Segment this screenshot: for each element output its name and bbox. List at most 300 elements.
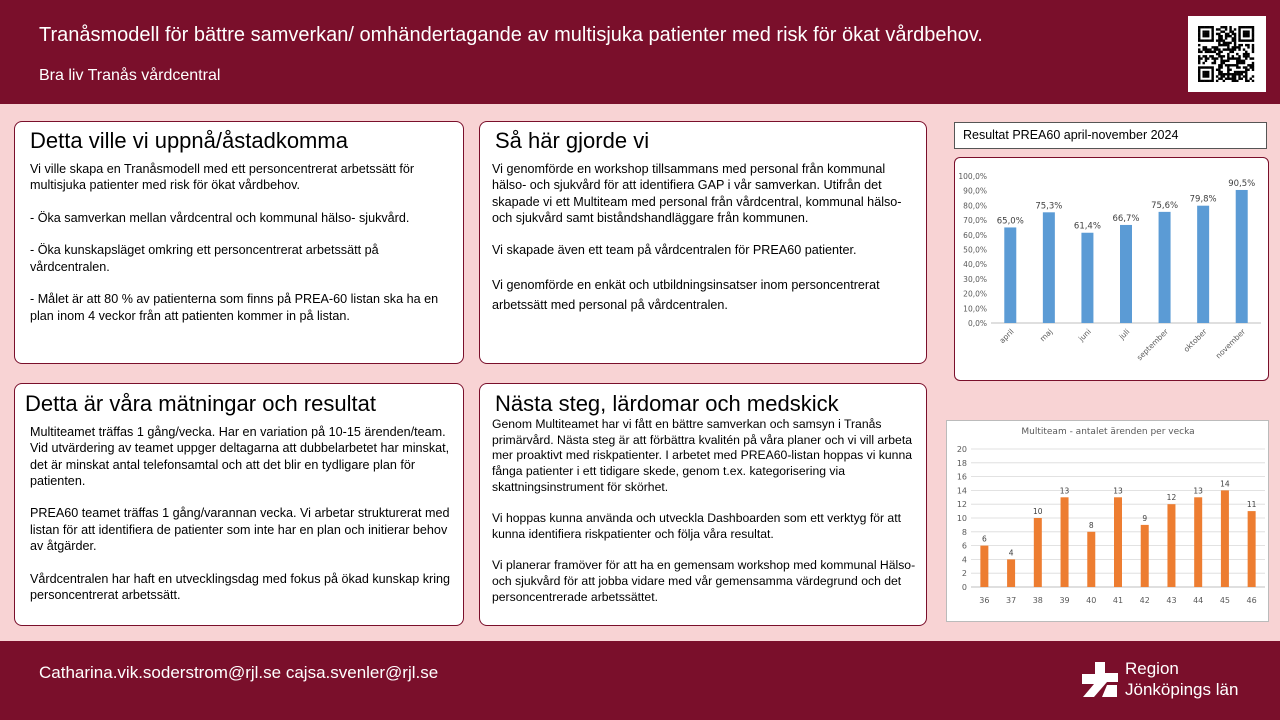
qr-module xyxy=(1200,80,1202,82)
qr-module xyxy=(1238,57,1240,59)
y-tick-label: 80,0% xyxy=(963,201,987,211)
qr-module xyxy=(1229,57,1231,59)
qr-module xyxy=(1211,37,1213,39)
qr-module xyxy=(1198,75,1200,77)
qr-module xyxy=(1207,48,1209,50)
qr-module xyxy=(1198,73,1200,75)
qr-module xyxy=(1205,51,1207,53)
qr-module xyxy=(1209,39,1211,41)
qr-module xyxy=(1252,80,1254,82)
qr-module xyxy=(1223,73,1225,75)
y-tick-label: 18 xyxy=(956,458,967,468)
qr-module xyxy=(1252,35,1254,37)
qr-module xyxy=(1243,39,1245,41)
qr-module xyxy=(1245,66,1247,68)
x-tick-label: 46 xyxy=(1246,596,1257,605)
qr-module xyxy=(1198,28,1200,30)
qr-module xyxy=(1200,39,1202,41)
qr-module xyxy=(1245,51,1247,53)
qr-module xyxy=(1245,69,1247,71)
qr-module xyxy=(1218,69,1220,71)
qr-module xyxy=(1223,80,1225,82)
data-label: 13 xyxy=(1059,486,1070,496)
qr-module xyxy=(1227,33,1229,35)
qr-module xyxy=(1234,35,1236,37)
qr-module xyxy=(1243,55,1245,57)
qr-module xyxy=(1232,37,1234,39)
y-tick-label: 50,0% xyxy=(963,245,987,255)
qr-module xyxy=(1232,78,1234,80)
qr-module xyxy=(1220,57,1222,59)
qr-module xyxy=(1220,75,1222,77)
bar xyxy=(1114,497,1122,587)
qr-module xyxy=(1247,53,1249,55)
qr-module xyxy=(1198,62,1200,64)
x-tick-label: juni xyxy=(1076,327,1093,344)
qr-module xyxy=(1250,66,1252,68)
qr-module xyxy=(1250,64,1252,66)
qr-module xyxy=(1205,46,1207,48)
qr-module xyxy=(1234,44,1236,46)
data-label: 14 xyxy=(1220,479,1230,489)
qr-module xyxy=(1220,60,1222,62)
qr-module xyxy=(1218,39,1220,41)
qr-module xyxy=(1220,30,1222,32)
data-label: 65,0% xyxy=(996,216,1024,227)
qr-module xyxy=(1223,75,1225,77)
qr-module xyxy=(1238,62,1240,64)
qr-module xyxy=(1211,71,1213,73)
x-tick-label: 36 xyxy=(979,596,990,605)
qr-module xyxy=(1243,48,1245,50)
qr-module xyxy=(1218,66,1220,68)
qr-module xyxy=(1220,66,1222,68)
y-tick-label: 6 xyxy=(961,541,967,551)
qr-module xyxy=(1225,26,1227,28)
qr-module xyxy=(1198,48,1200,50)
qr-module xyxy=(1198,60,1200,62)
qr-module xyxy=(1220,64,1222,66)
qr-module xyxy=(1218,51,1220,53)
qr-module xyxy=(1211,62,1213,64)
qr-module xyxy=(1236,46,1238,48)
qr-module xyxy=(1229,51,1231,53)
qr-module xyxy=(1243,53,1245,55)
header-bar xyxy=(0,0,1280,104)
qr-module xyxy=(1209,66,1211,68)
y-tick-label: 0,0% xyxy=(967,319,987,328)
qr-module xyxy=(1234,73,1236,75)
panel-results-paragraph: Vårdcentralen har haft en utvecklingsdag med fokus på ökad kunskap kring personcentrerat arbetssätt. xyxy=(30,571,451,602)
qr-module xyxy=(1220,51,1222,53)
qr-module xyxy=(1211,51,1213,53)
data-label: 8 xyxy=(1088,520,1094,530)
qr-module xyxy=(1238,46,1240,48)
qr-module xyxy=(1238,28,1240,30)
qr-module xyxy=(1198,71,1200,73)
qr-module xyxy=(1247,26,1249,28)
qr-module xyxy=(1225,78,1227,80)
multiteam-bar-chart xyxy=(946,420,1269,622)
qr-module xyxy=(1211,80,1213,82)
qr-module xyxy=(1207,71,1209,73)
qr-module xyxy=(1218,35,1220,37)
qr-module xyxy=(1216,57,1218,59)
qr-module xyxy=(1202,73,1204,75)
qr-module xyxy=(1252,37,1254,39)
qr-module xyxy=(1223,42,1225,44)
qr-module xyxy=(1243,62,1245,64)
panel-method-paragraph: Vi genomförde en enkät och utbildningsinsatser inom personcentrerat arbetssätt med personal på vårdcentralen. xyxy=(492,278,880,313)
qr-module xyxy=(1202,62,1204,64)
qr-module xyxy=(1227,53,1229,55)
qr-module xyxy=(1245,39,1247,41)
qr-module xyxy=(1247,44,1249,46)
bar xyxy=(980,546,988,587)
qr-module xyxy=(1234,71,1236,73)
qr-module xyxy=(1209,26,1211,28)
qr-module xyxy=(1234,37,1236,39)
qr-module xyxy=(1241,62,1243,64)
qr-module xyxy=(1232,39,1234,41)
qr-module xyxy=(1250,26,1252,28)
data-label: 4 xyxy=(1008,548,1014,558)
x-tick-label: 42 xyxy=(1139,596,1150,605)
qr-module xyxy=(1207,73,1209,75)
bar xyxy=(1194,497,1202,587)
qr-module xyxy=(1247,35,1249,37)
qr-module xyxy=(1238,37,1240,39)
qr-module xyxy=(1220,55,1222,57)
qr-module xyxy=(1205,55,1207,57)
qr-module xyxy=(1205,33,1207,35)
qr-module xyxy=(1218,71,1220,73)
qr-module xyxy=(1198,35,1200,37)
qr-module xyxy=(1245,57,1247,59)
qr-module xyxy=(1225,73,1227,75)
qr-module xyxy=(1245,55,1247,57)
data-label: 13 xyxy=(1113,486,1123,496)
qr-module xyxy=(1225,44,1227,46)
data-label: 75,6% xyxy=(1151,200,1179,211)
qr-module xyxy=(1245,44,1247,46)
qr-module xyxy=(1220,73,1222,75)
y-tick-label: 12 xyxy=(956,500,967,510)
x-tick-label: april xyxy=(997,327,1016,346)
qr-module xyxy=(1200,26,1202,28)
qr-module xyxy=(1211,33,1213,35)
qr-module xyxy=(1234,28,1236,30)
data-label: 75,3% xyxy=(1035,201,1063,212)
qr-module xyxy=(1198,69,1200,71)
qr-module xyxy=(1227,71,1229,73)
qr-module xyxy=(1205,80,1207,82)
qr-module xyxy=(1250,57,1252,59)
qr-module xyxy=(1211,75,1213,77)
bar xyxy=(1087,532,1095,587)
y-tick-label: 70,0% xyxy=(963,216,987,226)
qr-module xyxy=(1218,55,1220,57)
qr-module xyxy=(1211,30,1213,32)
qr-module xyxy=(1223,30,1225,32)
qr-module xyxy=(1200,66,1202,68)
panel-method-body xyxy=(492,161,910,315)
y-tick-label: 4 xyxy=(961,555,967,565)
panel-results-paragraph: Multiteamet träffas 1 gång/vecka. Har en variation på 10-15 ärenden/team. Vid utvärdering av teamet uppger deltagarna att dubbelarbetet har minskat, det är minskat antal telefonsamtal och att det blir en tydligare plan för patienten. xyxy=(30,425,450,488)
qr-module xyxy=(1252,48,1254,50)
qr-module xyxy=(1198,33,1200,35)
y-tick-label: 30,0% xyxy=(963,274,987,284)
qr-module xyxy=(1238,26,1240,28)
qr-module xyxy=(1227,75,1229,77)
qr-module xyxy=(1198,80,1200,82)
qr-module xyxy=(1211,46,1213,48)
qr-module xyxy=(1207,35,1209,37)
qr-module xyxy=(1229,48,1231,50)
contact-emails[interactable]: Catharina.vik.soderstrom@rjl.se cajsa.svenler@rjl.se xyxy=(39,663,439,682)
qr-module xyxy=(1234,33,1236,35)
x-tick-label: 37 xyxy=(1005,596,1017,605)
qr-module xyxy=(1236,73,1238,75)
qr-module xyxy=(1245,71,1247,73)
chart-title: Multiteam - antalet ärenden per vecka xyxy=(1021,427,1195,437)
panel-goals-body xyxy=(30,161,450,324)
qr-module xyxy=(1247,33,1249,35)
qr-module xyxy=(1229,30,1231,32)
qr-module xyxy=(1205,26,1207,28)
qr-module xyxy=(1198,30,1200,32)
qr-module xyxy=(1234,46,1236,48)
qr-module xyxy=(1236,66,1238,68)
y-tick-label: 10 xyxy=(956,514,967,523)
panel-goals-title: Detta ville vi uppnå/åstadkomma xyxy=(30,128,348,153)
qr-module xyxy=(1243,66,1245,68)
qr-module xyxy=(1247,55,1249,57)
qr-module xyxy=(1211,39,1213,41)
qr-module xyxy=(1218,28,1220,30)
logo-line-1: Region xyxy=(1125,659,1179,678)
qr-module xyxy=(1229,64,1231,66)
bar xyxy=(1120,225,1132,323)
qr-module xyxy=(1243,75,1245,77)
x-tick-label: 43 xyxy=(1166,596,1177,605)
qr-module xyxy=(1220,62,1222,64)
y-tick-label: 2 xyxy=(961,569,967,579)
qr-module xyxy=(1238,78,1240,80)
data-label: 90,5% xyxy=(1228,178,1256,189)
qr-module xyxy=(1241,73,1243,75)
qr-module xyxy=(1225,48,1227,50)
qr-module xyxy=(1202,33,1204,35)
qr-module xyxy=(1234,57,1236,59)
qr-module xyxy=(1234,78,1236,80)
bar xyxy=(1007,559,1015,587)
qr-module xyxy=(1238,66,1240,68)
qr-module xyxy=(1223,26,1225,28)
qr-module xyxy=(1247,39,1249,41)
qr-module xyxy=(1225,42,1227,44)
footer-bar xyxy=(0,641,1280,720)
x-tick-label: 38 xyxy=(1032,596,1043,605)
qr-module xyxy=(1200,57,1202,59)
qr-module xyxy=(1211,35,1213,37)
qr-module xyxy=(1243,60,1245,62)
qr-module xyxy=(1252,51,1254,53)
qr-module xyxy=(1202,75,1204,77)
qr-module xyxy=(1202,30,1204,32)
qr-module xyxy=(1214,51,1216,53)
qr-module xyxy=(1238,73,1240,75)
qr-module xyxy=(1243,71,1245,73)
qr-module xyxy=(1214,62,1216,64)
bar xyxy=(1197,206,1209,323)
qr-module xyxy=(1202,35,1204,37)
qr-module xyxy=(1216,69,1218,71)
qr-module xyxy=(1211,57,1213,59)
logo-line-2: Jönköpings län xyxy=(1125,680,1239,699)
x-tick-label: november xyxy=(1213,327,1248,361)
qr-module xyxy=(1202,46,1204,48)
qr-module xyxy=(1243,30,1245,32)
qr-module xyxy=(1241,44,1243,46)
data-label: 12 xyxy=(1166,493,1177,503)
qr-module xyxy=(1198,57,1200,59)
bar xyxy=(1159,212,1171,323)
qr-module xyxy=(1229,42,1231,44)
qr-module xyxy=(1227,60,1229,62)
qr-module xyxy=(1236,71,1238,73)
qr-module xyxy=(1227,46,1229,48)
qr-module xyxy=(1232,75,1234,77)
qr-module xyxy=(1205,66,1207,68)
qr-module xyxy=(1211,26,1213,28)
qr-module xyxy=(1214,46,1216,48)
qr-module xyxy=(1252,62,1254,64)
qr-module xyxy=(1227,57,1229,59)
qr-module xyxy=(1252,30,1254,32)
qr-module xyxy=(1200,51,1202,53)
bar xyxy=(1248,511,1256,587)
qr-module xyxy=(1227,69,1229,71)
qr-module xyxy=(1207,26,1209,28)
qr-module xyxy=(1245,75,1247,77)
bar xyxy=(1043,212,1055,323)
data-label: 10 xyxy=(1033,507,1043,516)
qr-module xyxy=(1234,64,1236,66)
qr-module xyxy=(1247,30,1249,32)
qr-module xyxy=(1218,48,1220,50)
qr-module xyxy=(1232,57,1234,59)
x-tick-label: oktober xyxy=(1181,327,1209,354)
qr-module xyxy=(1245,73,1247,75)
qr-module xyxy=(1238,55,1240,57)
qr-module xyxy=(1236,60,1238,62)
qr-module xyxy=(1211,73,1213,75)
qr-module xyxy=(1229,73,1231,75)
qr-module xyxy=(1225,28,1227,30)
qr-module xyxy=(1247,46,1249,48)
qr-module xyxy=(1207,75,1209,77)
qr-module xyxy=(1214,60,1216,62)
qr-module xyxy=(1205,35,1207,37)
qr-module xyxy=(1207,66,1209,68)
qr-module xyxy=(1211,28,1213,30)
qr-module xyxy=(1214,48,1216,50)
x-tick-label: 40 xyxy=(1086,596,1097,605)
data-label: 79,8% xyxy=(1189,194,1217,205)
qr-module xyxy=(1202,66,1204,68)
qr-module xyxy=(1252,69,1254,71)
region-cross-logo-icon xyxy=(1080,660,1120,700)
qr-module xyxy=(1232,48,1234,50)
qr-module xyxy=(1218,73,1220,75)
qr-module xyxy=(1232,64,1234,66)
panel-goals-paragraph: Vi ville skapa en Tranåsmodell med ett personcentrerat arbetssätt för multisjuka patienter med risk för ökat vårdbehov. xyxy=(30,162,415,193)
panel-goals xyxy=(14,121,464,364)
qr-module xyxy=(1236,62,1238,64)
qr-module xyxy=(1198,66,1200,68)
qr-module xyxy=(1238,35,1240,37)
panel-method-paragraph: Vi genomförde en workshop tillsammans med personal från kommunal hälso- och sjukvård för att identifiera GAP i vår samverkan. Utifrån det skapade vi ett Multiteam med personal från vårdcentral, kommunal hälso- och sjukvård samt biståndshandläggare från kommunen. xyxy=(492,162,902,225)
qr-module xyxy=(1198,37,1200,39)
qr-module xyxy=(1241,78,1243,80)
qr-module xyxy=(1205,71,1207,73)
qr-module xyxy=(1223,39,1225,41)
panel-results xyxy=(14,383,464,626)
qr-module xyxy=(1245,26,1247,28)
qr-module xyxy=(1220,37,1222,39)
bar xyxy=(1236,190,1248,323)
x-tick-label: maj xyxy=(1038,327,1055,344)
qr-module xyxy=(1238,60,1240,62)
x-tick-label: 39 xyxy=(1059,596,1070,605)
qr-module xyxy=(1234,48,1236,50)
qr-module xyxy=(1250,78,1252,80)
qr-module xyxy=(1245,33,1247,35)
qr-module xyxy=(1236,57,1238,59)
qr-module xyxy=(1238,33,1240,35)
qr-module xyxy=(1252,39,1254,41)
y-tick-label: 16 xyxy=(956,472,967,482)
qr-module xyxy=(1209,48,1211,50)
qr-module xyxy=(1216,80,1218,82)
qr-module xyxy=(1216,33,1218,35)
qr-module xyxy=(1202,80,1204,82)
qr-module xyxy=(1245,30,1247,32)
qr-module xyxy=(1245,35,1247,37)
qr-module xyxy=(1198,55,1200,57)
qr-module xyxy=(1211,55,1213,57)
y-tick-label: 20 xyxy=(956,445,967,454)
qr-module xyxy=(1252,26,1254,28)
qr-module xyxy=(1252,46,1254,48)
panel-next-steps xyxy=(479,383,927,626)
y-tick-label: 90,0% xyxy=(963,186,987,196)
qr-code-icon[interactable] xyxy=(1188,16,1266,92)
qr-module xyxy=(1218,44,1220,46)
qr-module xyxy=(1223,44,1225,46)
qr-module xyxy=(1236,53,1238,55)
panel-next-steps-paragraph: Genom Multiteamet har vi fått en bättre samverkan och samsyn i Tranås primärvård. Nästa steg är att förbättra kvalitén på våra planer och vi vill arbeta mer proaktivt med riskpatienter. I arbetet med PREA60-listan hoppas vi kunna fånga patienter i ett tidigare skede, genom t.ex. kategorisering via skattningsinstrument för skörhet. xyxy=(492,417,912,494)
qr-module xyxy=(1205,48,1207,50)
qr-module xyxy=(1198,44,1200,46)
qr-module xyxy=(1227,48,1229,50)
qr-module xyxy=(1229,69,1231,71)
qr-module xyxy=(1252,66,1254,68)
qr-module xyxy=(1207,39,1209,41)
qr-module xyxy=(1232,33,1234,35)
qr-module xyxy=(1207,51,1209,53)
